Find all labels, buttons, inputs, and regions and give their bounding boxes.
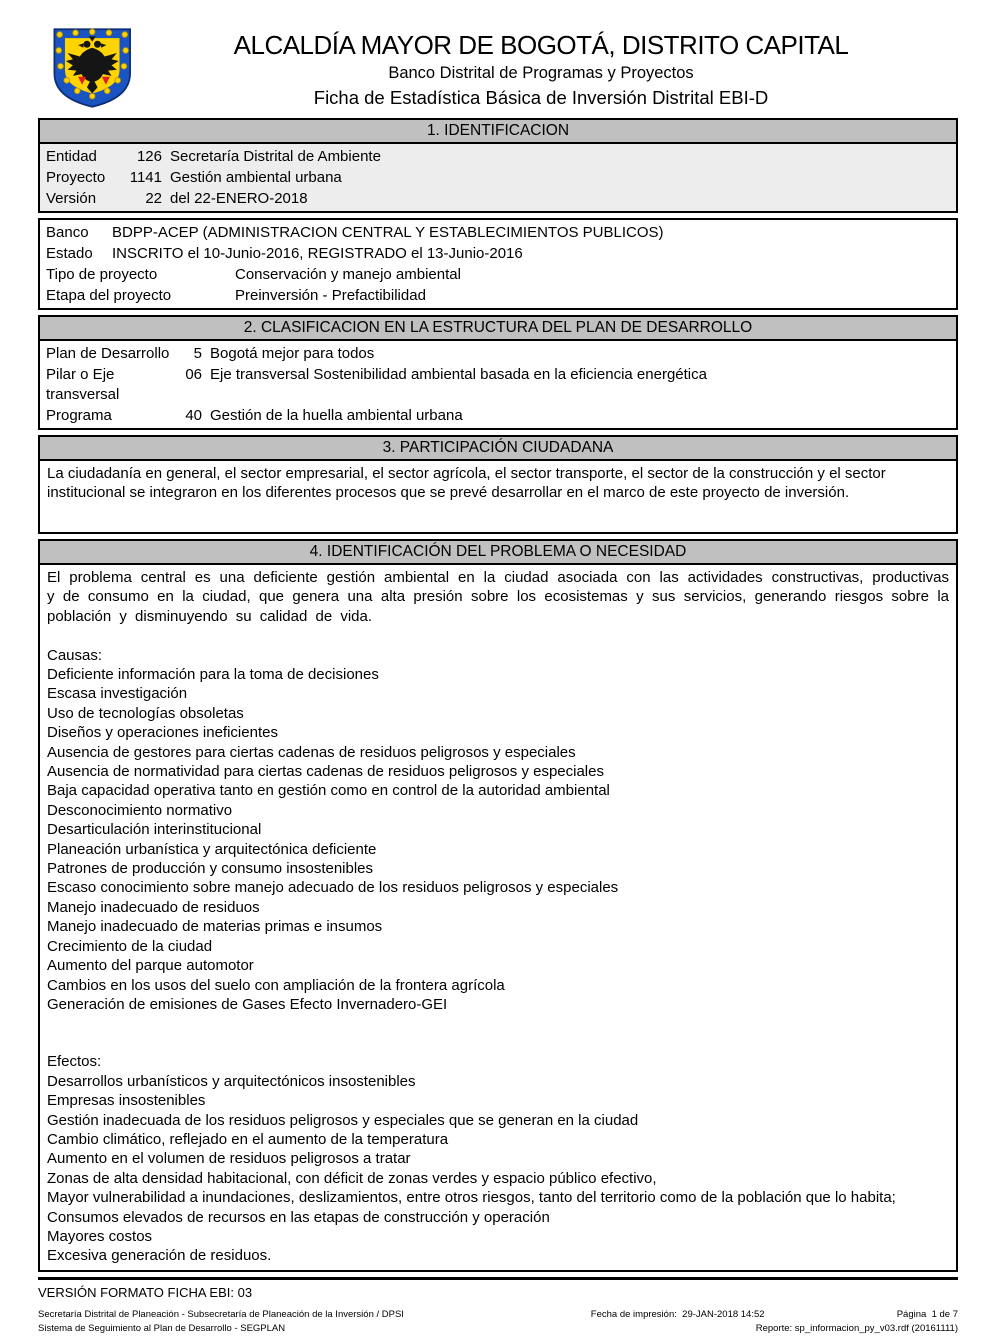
footer-right — [591, 1308, 958, 1336]
causa-item: Planeación urbanística y arquitectónica deficiente — [47, 840, 377, 858]
causas-list — [47, 665, 949, 1014]
estado-value: INSCRITO el 10-Junio-2016, REGISTRADO el 13-Junio-2016 — [112, 245, 523, 262]
section-banco-estado — [38, 218, 958, 310]
identificacion-row — [46, 167, 950, 188]
bogota-coat-of-arms-icon — [38, 24, 150, 112]
causa-item: Escaso conocimiento sobre manejo adecuado de los residuos peligrosos y especiales — [47, 879, 619, 897]
row-label: Proyecto — [46, 169, 106, 186]
participacion-text: La ciudadanía en general, el sector empresarial, el sector agrícola, el sector transporte, el sector de la construcción y el sector institucional se integraron en los diferentes procesos que se prevé desarrollar en el marco de este proyecto de inversión. — [47, 465, 886, 502]
section-problema — [38, 539, 958, 1272]
row-value: Bogotá mejor para todos — [210, 345, 375, 362]
causas-label: Causas: — [47, 646, 103, 664]
efecto-item: Desarrollos urbanísticos y arquitectónicos insostenibles — [47, 1072, 416, 1090]
estado-label: Estado — [46, 245, 93, 262]
etapa-proyecto-value: Preinversión - Prefactibilidad — [235, 287, 426, 304]
causa-item: Manejo inadecuado de materias primas e insumos — [47, 918, 383, 936]
clasificacion-row — [46, 405, 950, 426]
row-value: Gestión ambiental urbana — [170, 169, 342, 186]
banco-row — [46, 222, 950, 243]
causa-item: Cambios en los usos del suelo con ampliación de la frontera agrícola — [47, 976, 505, 994]
footer-left — [38, 1308, 591, 1336]
row-code: 126 — [136, 148, 162, 165]
causa-item: Ausencia de gestores para ciertas cadenas de residuos peligrosos y especiales — [47, 743, 576, 761]
row-value: Gestión de la huella ambiental urbana — [210, 407, 463, 424]
causa-item: Aumento del parque automotor — [47, 957, 254, 975]
row-value: Eje transversal Sostenibilidad ambiental basada en la eficiencia energética — [210, 366, 707, 383]
row-value: Secretaría Distrital de Ambiente — [170, 148, 381, 165]
clasificacion-rows — [40, 341, 956, 428]
identificacion-rows — [40, 144, 956, 211]
tipo-proyecto-label: Tipo de proyecto — [46, 266, 158, 283]
causa-item: Manejo inadecuado de residuos — [47, 898, 260, 916]
document-header — [38, 24, 958, 112]
causa-item: Diseños y operaciones ineficientes — [47, 724, 278, 742]
efecto-item: Consumos elevados de recursos en las etapas de construcción y operación — [47, 1208, 550, 1226]
title-block — [150, 24, 958, 109]
causa-item: Ausencia de normatividad para ciertas cadenas de residuos peligrosos y especiales — [47, 763, 604, 781]
causa-item: Deficiente información para la toma de decisiones — [47, 666, 379, 684]
efectos-list — [47, 1072, 949, 1266]
tipo-proyecto-row — [46, 264, 950, 285]
efecto-item: Empresas insostenibles — [47, 1092, 206, 1110]
section-identificacion — [38, 118, 958, 213]
row-label: Plan de Desarrollo — [46, 345, 170, 362]
row-label: Entidad — [46, 148, 97, 165]
row-label: Pilar o Eje transversal — [46, 366, 120, 403]
row-code: 1141 — [129, 169, 162, 186]
causa-item: Desconocimiento normativo — [47, 801, 233, 819]
footer-left-line-2: Sistema de Seguimiento al Plan de Desarrollo - SEGPLAN — [38, 1322, 286, 1334]
report-name: Reporte: sp_informacion_py_v03.rdf (20161111) — [755, 1322, 958, 1334]
estado-row — [46, 243, 950, 264]
row-value: del 22-ENERO-2018 — [170, 190, 308, 207]
banco-value: BDPP-ACEP (ADMINISTRACION CENTRAL Y ESTABLECIMIENTOS PUBLICOS) — [112, 224, 664, 241]
section-participacion — [38, 435, 958, 534]
causa-item: Desarticulación interinstitucional — [47, 821, 262, 839]
banco-label: Banco — [46, 224, 89, 241]
section-1-title: 1. IDENTIFICACION — [40, 120, 956, 144]
causa-item: Crecimiento de la ciudad — [47, 937, 213, 955]
row-label: Versión — [46, 190, 97, 207]
tipo-proyecto-value: Conservación y manejo ambiental — [235, 266, 461, 283]
document-title: ALCALDÍA MAYOR DE BOGOTÁ, DISTRITO CAPITAL — [233, 30, 849, 60]
row-label: Programa — [46, 407, 112, 424]
causa-item: Generación de emisiones de Gases Efecto Invernadero-GEI — [47, 995, 448, 1013]
identificacion-row — [46, 188, 950, 209]
identificacion-row — [46, 146, 950, 167]
efecto-item: Zonas de alta densidad habitacional, con déficit de zonas verdes y espacio público efectivo, — [47, 1169, 657, 1187]
causa-item: Patrones de producción y consumo insostenibles — [47, 860, 374, 878]
section-clasificacion — [38, 315, 958, 430]
efecto-item: Aumento en el volumen de residuos peligrosos a tratar — [47, 1150, 411, 1168]
clasificacion-row — [46, 364, 950, 405]
document-subtitle-1: Banco Distrital de Programas y Proyectos — [388, 64, 694, 82]
section-2-title: 2. CLASIFICACION EN LA ESTRUCTURA DEL PLAN DE DESARROLLO — [40, 317, 956, 341]
problema-body — [40, 565, 956, 1270]
efectos-label: Efectos: — [47, 1053, 102, 1071]
row-code: 06 — [185, 366, 202, 383]
row-code: 22 — [145, 190, 162, 207]
efecto-item: Gestión inadecuada de los residuos peligrosos y especiales que se generan en la ciudad — [47, 1111, 639, 1129]
etapa-proyecto-label: Etapa del proyecto — [46, 287, 172, 304]
causa-item: Uso de tecnologías obsoletas — [47, 704, 244, 722]
efecto-item: Excesiva generación de residuos. — [47, 1247, 272, 1265]
efecto-item: Mayor vulnerabilidad a inundaciones, deslizamientos, entre otros riesgos, tanto del territorio como de la población que lo habita; — [47, 1189, 896, 1207]
etapa-proyecto-row — [46, 285, 950, 306]
section-3-title: 3. PARTICIPACIÓN CIUDADANA — [40, 437, 956, 461]
problema-paragraph: El problema central es una deficiente gestión ambiental en la ciudad asociada con las actividades constructivas, productivas y de consumo en la ciudad, que genera una alta presión sobre los ecosistemas y sus servicios, generando riesgos sobre la población y disminuyendo su calidad de vida. — [47, 569, 949, 625]
footer-left-line-1: Secretaría Distrital de Planeación - Subsecretaría de Planeación de la Inversión / DPSI — [38, 1308, 404, 1320]
section-4-title: 4. IDENTIFICACIÓN DEL PROBLEMA O NECESIDAD — [40, 541, 956, 565]
efecto-item: Mayores costos — [47, 1227, 153, 1245]
footer — [38, 1308, 958, 1336]
document-subtitle-2: Ficha de Estadística Básica de Inversión Distrital EBI-D — [313, 87, 769, 108]
page-number: Página 1 de 7 — [896, 1308, 958, 1320]
row-code: 5 — [193, 345, 202, 362]
efecto-item: Cambio climático, reflejado en el aumento de la temperatura — [47, 1130, 449, 1148]
clasificacion-row — [46, 343, 950, 364]
row-code: 40 — [185, 407, 202, 424]
footer-version-line: VERSIÓN FORMATO FICHA EBI: 03 — [38, 1284, 253, 1300]
causa-item: Baja capacidad operativa tanto en gestión como en control de la autoridad ambiental — [47, 782, 610, 800]
print-date: Fecha de impresión: 29-JAN-2018 14:52 — [590, 1308, 765, 1320]
causa-item: Escasa investigación — [47, 685, 188, 703]
